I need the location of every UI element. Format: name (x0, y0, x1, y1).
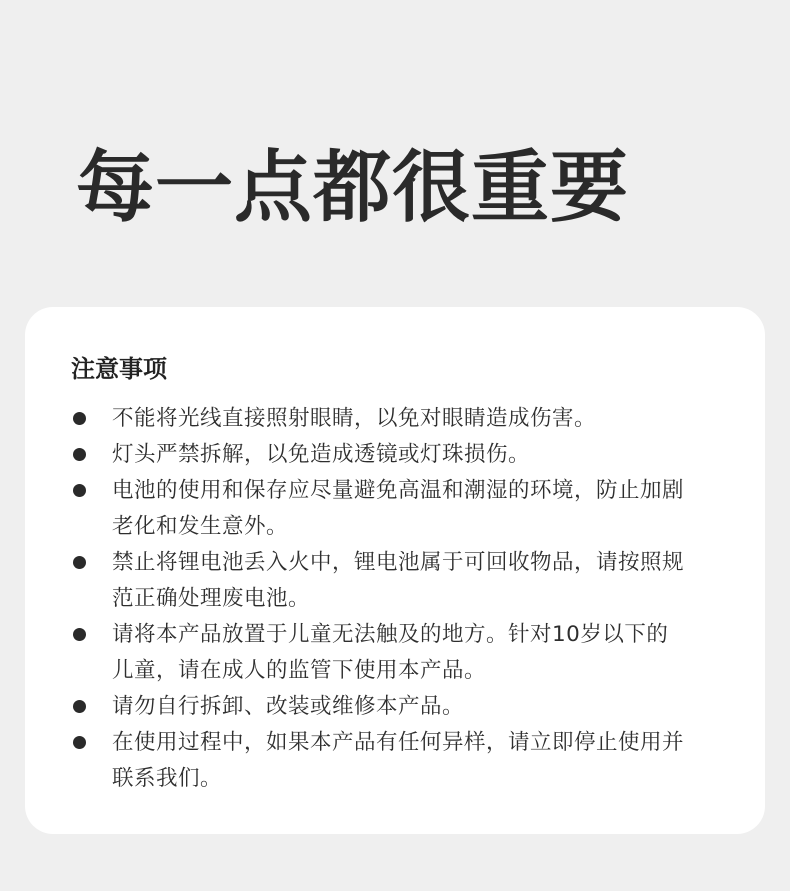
list-item (25, 617, 765, 689)
notice-card (25, 307, 765, 834)
list-item (25, 437, 765, 473)
list-item (25, 473, 765, 545)
page-title: 每一点都很重要 (76, 143, 630, 233)
bullet-icon (73, 736, 86, 749)
bullet-icon (73, 412, 86, 425)
bullet-icon (73, 700, 86, 713)
item-text-continued: 范正确处理废电池。 (112, 586, 311, 611)
list-item (25, 725, 765, 797)
item-text: 请将本产品放置于儿童无法触及的地方。针对10岁以下的 (112, 622, 669, 647)
list-item (25, 689, 765, 725)
bullet-icon (73, 556, 86, 569)
item-text: 灯头严禁拆解，以免造成透镜或灯珠损伤。 (112, 442, 531, 467)
item-text-continued: 联系我们。 (112, 766, 223, 791)
item-text: 请勿自行拆卸、改装或维修本产品。 (112, 694, 465, 719)
notice-list (25, 401, 765, 797)
bullet-icon (73, 484, 86, 497)
notice-heading: 注意事项 (71, 355, 167, 383)
list-item (25, 545, 765, 617)
item-text: 禁止将锂电池丢入火中，锂电池属于可回收物品，请按照规 (112, 550, 685, 575)
item-text-continued: 老化和发生意外。 (112, 514, 289, 539)
item-text: 电池的使用和保存应尽量避免高温和潮湿的环境，防止加剧 (112, 478, 685, 503)
list-item (25, 401, 765, 437)
bullet-icon (73, 628, 86, 641)
item-text-continued: 儿童，请在成人的监管下使用本产品。 (112, 658, 487, 683)
item-text: 在使用过程中，如果本产品有任何异样，请立即停止使用并 (112, 730, 685, 755)
bullet-icon (73, 448, 86, 461)
item-text: 不能将光线直接照射眼睛，以免对眼睛造成伤害。 (112, 406, 597, 431)
